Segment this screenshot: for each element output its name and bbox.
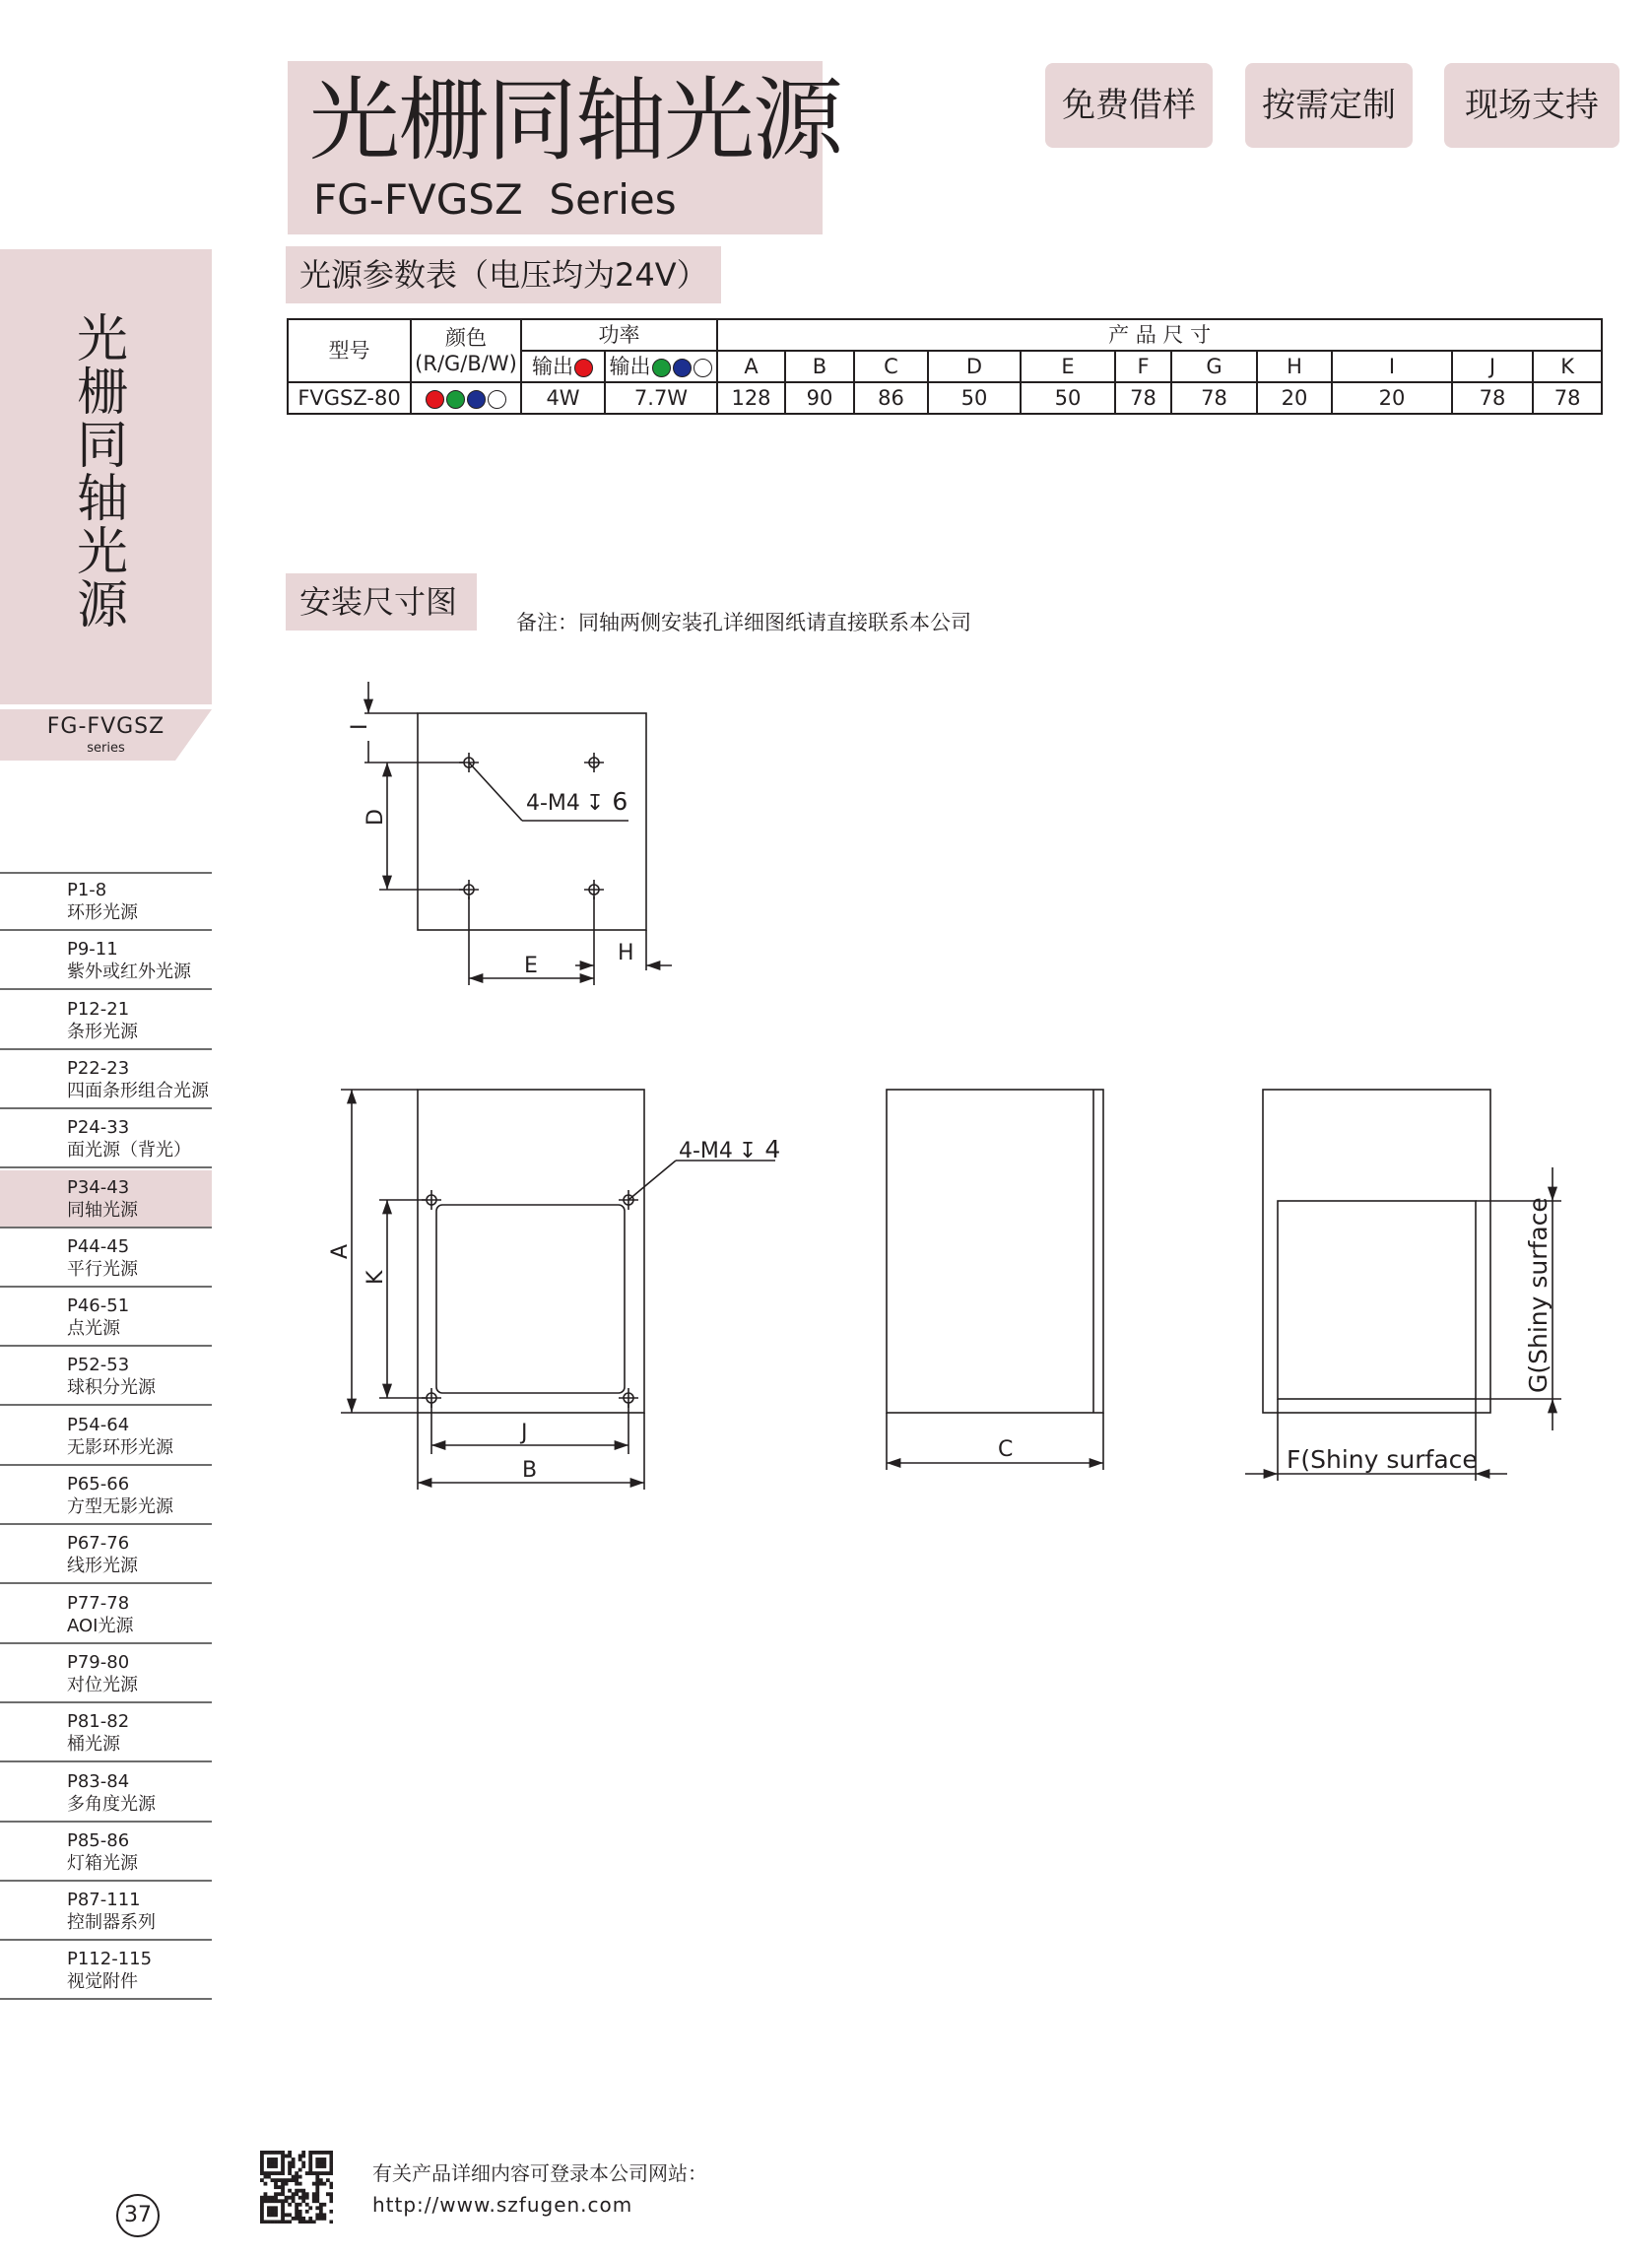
sidebar-item-label: 方型无影光源 [67,1496,173,1517]
header-dim-F: F [1115,351,1171,382]
sidebar-vertical-title: 光 栅 同 轴 光 源 [76,310,128,635]
cell-dim-B: 90 [785,382,854,414]
cell-dim-A: 128 [717,382,785,414]
sidebar-item-pages: P52-53 [67,1355,130,1376]
spec-section-heading: 光源参数表（电压均为24V） [286,246,721,303]
dim-label-K: K [363,1270,388,1285]
header-color: 颜色 (R/G/B/W) [411,319,521,382]
header-power-output-1: 输出 [521,351,605,382]
top-hole-label: 4-M4 ↧ 6 [526,787,628,816]
series-subtitle: FG-FVGSZ Series [313,175,677,224]
sidebar-item-pages: P79-80 [67,1651,130,1673]
sidebar-item-pages: P112-115 [67,1949,153,1970]
cell-dim-K: 78 [1533,382,1602,414]
side-view-drawing [887,1090,1103,1470]
footer-url[interactable]: http://www.szfugen.com [372,2193,633,2217]
sidebar-item-pages: P9-11 [67,939,118,961]
cell-dim-I: 20 [1332,382,1452,414]
badge-custom-made: 按需定制 [1245,63,1413,148]
dim-label-J: J [521,1421,528,1445]
sidebar-item-pages: P44-45 [67,1235,130,1257]
cell-power-2: 7.7W [605,382,717,414]
sidebar-item-label: 四面条形组合光源 [67,1080,209,1101]
header-dim-K: K [1533,351,1602,382]
sidebar-item-label: 控制器系列 [67,1912,156,1934]
install-section-heading: 安装尺寸图 [286,573,477,631]
sidebar-item-label: 环形光源 [67,902,138,923]
header-dim-I: I [1332,351,1452,382]
sidebar-item-label: 球积分光源 [67,1377,156,1399]
header-dim-H: H [1257,351,1332,382]
dim-label-I: I [348,723,372,730]
sidebar-item-pages: P1-8 [67,880,107,900]
sidebar-item-label: 视觉附件 [67,1971,138,1993]
series-tab-label: series [87,741,125,756]
sidebar-item-pages: P87-111 [67,1890,141,1911]
sidebar-item-pages: P85-86 [67,1829,130,1851]
qr-code-icon [260,2151,333,2224]
sidebar-item-label: 紫外或红外光源 [67,962,191,983]
header-dim-G: G [1171,351,1257,382]
header-dim-C: C [854,351,928,382]
sidebar-item-label: AOI光源 [67,1615,134,1636]
header-dim-D: D [928,351,1021,382]
header-power: 功率 [521,319,717,351]
cell-dim-G: 78 [1171,382,1257,414]
sidebar-item-label: 桶光源 [67,1734,120,1756]
back-view-drawing [1245,1090,1561,1481]
sidebar-item-pages: P83-84 [67,1770,130,1792]
header-dim-J: J [1452,351,1533,382]
badge-onsite-support: 现场支持 [1444,63,1619,148]
sidebar-item-label: 线形光源 [67,1556,138,1577]
sidebar-item-label: 点光源 [67,1318,120,1340]
page-number: 37 [116,2194,160,2237]
sidebar-item-pages: P54-64 [67,1414,130,1435]
dim-label-D: D [363,809,388,826]
cell-power-1: 4W [521,382,605,414]
cell-dim-E: 50 [1021,382,1115,414]
cell-dim-C: 86 [854,382,928,414]
header-dimensions: 产 品 尺 寸 [717,319,1602,351]
dim-label-F-shiny: F(Shiny surface [1287,1445,1478,1474]
mount-hole-icon [584,753,604,772]
front-hole-label: 4-M4 ↧ 4 [679,1135,781,1163]
header-dim-B: B [785,351,854,382]
sidebar-item-label: 无影环形光源 [67,1436,173,1458]
cell-dim-J: 78 [1452,382,1533,414]
sidebar-item-pages: P65-66 [67,1474,130,1494]
header-power-output-2: 输出 [605,351,717,382]
sidebar-item-pages: P24-33 [67,1117,130,1139]
header-model: 型号 [288,319,411,382]
install-note: 备注：同轴两侧安装孔详细图纸请直接联系本公司 [516,611,971,634]
dim-label-C: C [998,1437,1014,1462]
sidebar-item-label: 多角度光源 [67,1793,156,1815]
dim-label-G-shiny: G(Shiny surface [1524,1197,1553,1393]
dim-label-H: H [618,941,634,965]
dim-label-E: E [524,954,538,978]
dim-label-B: B [522,1458,538,1483]
sidebar-item-label: 面光源（背光） [67,1140,191,1162]
sidebar-item-label: 对位光源 [67,1674,138,1695]
cell-dim-D: 50 [928,382,1021,414]
sidebar-item-label: 条形光源 [67,1021,138,1042]
sidebar-item-pages: P12-21 [67,998,130,1020]
top-view-drawing [364,682,672,985]
cell-dim-H: 20 [1257,382,1332,414]
footer-info: 有关产品详细内容可登录本公司网站： [372,2161,707,2185]
cell-dim-F: 78 [1115,382,1171,414]
badge-free-sample: 免费借样 [1045,63,1213,148]
page-title: 光栅同轴光源 [309,68,842,173]
sidebar-item-pages: P81-82 [67,1711,130,1733]
sidebar-item-label: 平行光源 [67,1258,138,1280]
sidebar-item-pages: P46-51 [67,1295,130,1317]
sidebar-item-label: 同轴光源 [67,1199,138,1221]
dim-label-A: A [328,1243,353,1259]
header-dim-E: E [1021,351,1115,382]
series-tab-code: FG-FVGSZ [46,714,165,739]
header-dim-A: A [717,351,785,382]
sidebar-item-pages: P67-76 [67,1533,130,1555]
cell-model: FVGSZ-80 [288,382,411,414]
sidebar-item-pages: P77-78 [67,1592,130,1614]
sidebar-item-pages: P34-43 [67,1176,130,1198]
sidebar-item-pages: P22-23 [67,1057,130,1079]
sidebar-item-label: 灯箱光源 [67,1852,138,1874]
